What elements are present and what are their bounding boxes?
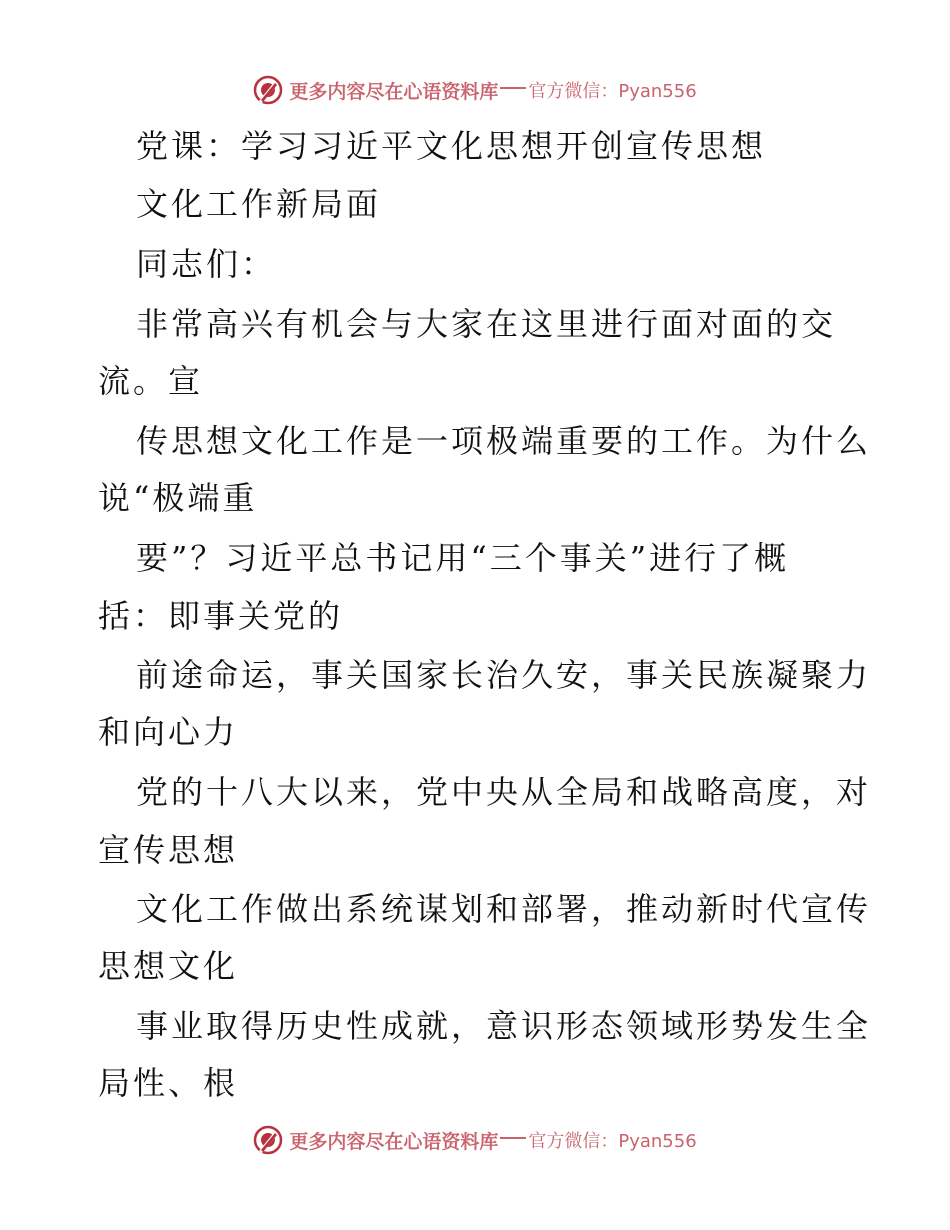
body-line: 文化工作做出系统谋划和部署，推动新时代宣传 bbox=[136, 890, 872, 928]
watermark-dash bbox=[500, 87, 526, 89]
title-line-2: 文化工作新局面 bbox=[136, 185, 382, 223]
salutation: 同志们： bbox=[136, 245, 277, 283]
watermark-suffix: 官方微信：Pyan556 bbox=[528, 81, 697, 102]
watermark-suffix: 官方微信：Pyan556 bbox=[528, 1131, 697, 1152]
body-line: 事业取得历史性成就，意识形态领域形势发生全 bbox=[136, 1007, 872, 1045]
body-line: 宣传思想 bbox=[98, 831, 239, 869]
pen-logo-icon bbox=[253, 1125, 283, 1155]
body-line: 和向心力 bbox=[98, 713, 239, 751]
body-line: 思想文化 bbox=[98, 947, 239, 985]
body-line: 前途命运，事关国家长治久安，事关民族凝聚力 bbox=[136, 656, 872, 694]
pen-logo-icon bbox=[253, 75, 283, 105]
body-line: 括：即事关党的 bbox=[98, 597, 344, 635]
body-line: 党的十八大以来，党中央从全局和战略高度，对 bbox=[136, 773, 872, 811]
body-line: 非常高兴有机会与大家在这里进行面对面的交 bbox=[136, 305, 837, 343]
watermark-dash bbox=[500, 1137, 526, 1139]
body-line: 局性、根 bbox=[98, 1064, 239, 1102]
body-line: 传思想文化工作是一项极端重要的工作。为什么 bbox=[136, 422, 872, 460]
body-line: 说“极端重 bbox=[98, 479, 258, 517]
watermark-banner-bottom bbox=[0, 1120, 950, 1160]
watermark-text: 更多内容尽在心语资料库 bbox=[289, 80, 499, 103]
body-line: 要”？习近平总书记用“三个事关”进行了概 bbox=[136, 539, 790, 577]
title-line-1: 党课：学习习近平文化思想开创宣传思想 bbox=[136, 127, 767, 165]
body-line: 流。宣 bbox=[98, 362, 204, 400]
watermark-text: 更多内容尽在心语资料库 bbox=[289, 1130, 499, 1153]
watermark-banner-top bbox=[0, 70, 950, 110]
